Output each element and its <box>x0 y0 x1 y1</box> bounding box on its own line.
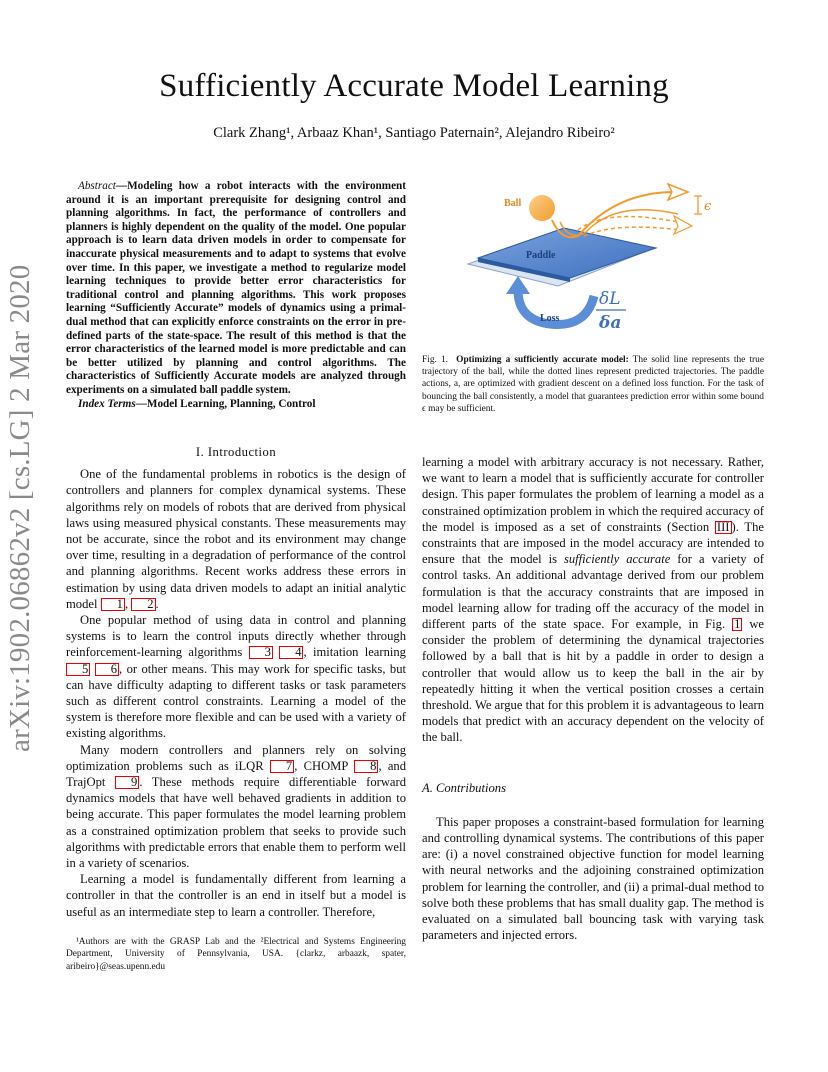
contributions-paragraph: This paper proposes a constraint-based formulation for learning and controlling dynamical systems. The contributions of this paper are: (i) a novel constrained objective function for model learning with neural networks and the adjoining constrained optimization problem for learning the controller, and (ii) a primal-dual method to solve both these problems that has small duality gap. The method is evaluated on a simulated ball bouncing task with varying task parameters and injected errors. <box>422 814 764 943</box>
section-heading: I. Introduction <box>195 445 277 459</box>
intro-paragraph-2: One popular method of using data in control and planning systems is to learn the control inputs directly whether through reinforcement-learning algorithms 3 4 , imitation learning 5 6 , or other means. This may work for specific tasks, but can have difficulty adapting to different tasks or task parameters such as different control constraints. Learning a model of the system is therefore more flexible and can be used with a variety of existing algorithms. <box>66 613 406 741</box>
caption-label: Fig. 1. <box>422 355 448 365</box>
gradient-denominator: δa <box>599 313 622 333</box>
abstract-text: —Modeling how a robot interacts with the environment around it is an important prerequisite for designing control and planning algorithms. In fact, the performance of controllers and planners is highly dependent on the quality of the model. One popular approach is to learn data driven models in order to compensate for inaccurate physical measurements and to adapt to systems that evolve over time. In this paper, we investigate a method to regularize model learning techniques to provide better error characteristics for traditional control and planning algorithms. This work proposes learning “Sufficiently Accurate” models of dynamics using a primal-dual method that can explicitly enforce constraints on the error in pre-defined parts of the state-space. The result of this method is that the error characteristics of the learned model is more predictable and can be better utilized by planning and control algorithms. The characteristics of Sufficiently Accurate models are analyzed through experiments on a simulated ball paddle system. <box>66 180 406 396</box>
citation-link[interactable]: 9 <box>115 776 139 789</box>
intro-paragraph-1: One of the fundamental problems in robotics is the design of controllers and planners for complex dynamical systems. These algorithms rely on models of robots that are derived from physical laws using measured physical constants. These measurements may not be accurate, since the robot and its environment may change over time, resulting in a degradation of performance of the control and planning algorithms. Recent works address these errors in estimation by using data driven models to adapt an initial analytic model 1 , 2 . <box>66 467 406 611</box>
abstract <box>66 180 406 411</box>
paddle-label: Paddle <box>526 250 556 261</box>
citation-link[interactable]: 7 <box>270 760 294 773</box>
citation-link[interactable]: 2 <box>131 598 155 611</box>
figure-1-diagram <box>466 178 726 338</box>
epsilon-label: ϵ <box>704 199 712 214</box>
figure-link[interactable]: 1 <box>734 617 741 632</box>
left-column <box>66 444 406 920</box>
gradient-numerator: δL <box>599 289 621 309</box>
citation-link[interactable]: 1 <box>101 598 125 611</box>
arxiv-watermark[interactable]: arXiv:1902.06862v2 [cs.LG] 2 Mar 2020 <box>4 264 36 752</box>
caption-text: The solid line represents the true trajectory of the ball, while the dotted lines represent predicted trajectories. The paddle actions, a, are optimized with gradient descent on a defined loss function. For the task of bouncing the ball consistently, a model that guarantees prediction error within some bound ϵ may be sufficient. <box>422 355 765 414</box>
right-paragraph-1: learning a model with arbitrary accuracy is not necessary. Rather, we want to learn a model that is sufficiently accurate for controller design. This paper formulates the problem of learning a model as a constrained optimization problem in which the required accuracy of the model is imposed as a set of constraints (Section III ). The constraints that are imposed in the model accuracy are intended to ensure that the model is sufficiently accurate for a variety of control tasks. An additional advantage derived from our problem formulation is that the accuracy constraints that are imposed in model learning allow for trading off the accuracy of the model in different parts of the state space. For example, in Fig. 1 we consider the problem of determining the dynamical trajectories followed by a ball that is hit by a paddle in order to design a controller that would allow us to keep the ball in the air by repeatedly hitting it when the vertical position crosses a certain threshold. We argue that for this problem it is advantageous to learn models that predict with an accuracy dependent on the velocity of the ball. <box>422 455 765 745</box>
intro-paragraph-3: Many modern controllers and planners rely on solving optimization problems such as iLQR 7 , CHOMP 8 , and TrajOpt 9 . These methods require differentiable forward dynamics models that have well behaved gradients in addition to being accurate. This paper formulates the model learning problem as a constrained optimization problem that seeks to provide such algorithms with predictable errors that enable them to perform well in a variety of scenarios. <box>66 742 407 871</box>
citation-link[interactable]: 3 <box>249 646 273 659</box>
ball <box>529 195 555 221</box>
abstract-label: Abstract <box>78 180 116 192</box>
citation-link[interactable]: 8 <box>354 760 378 773</box>
intro-paragraph-4: Learning a model is fundamentally different from learning a controller in that the controller is an end in itself but a model is useful as an intermediate step to learn a controller. Therefore, <box>66 872 406 919</box>
index-terms: —Model Learning, Planning, Control <box>135 397 316 410</box>
citation-link[interactable]: 6 <box>95 663 119 676</box>
section-link[interactable]: III <box>716 519 730 534</box>
caption-bold: Optimizing a sufficiently accurate model: <box>456 355 629 365</box>
author-list: Clark Zhang¹, Arbaaz Khan¹, Santiago Paternain², Alejandro Ribeiro² <box>213 125 615 141</box>
index-terms-label: Index Terms <box>78 397 136 410</box>
citation-link[interactable]: 4 <box>279 646 303 659</box>
loss-label: Loss <box>540 313 560 324</box>
footnote: ¹Authors are with the GRASP Lab and the ²Electrical and Systems Engineering Department, University of Pennsylvania, USA. {clarkz, arbaazk, spater, aribeiro}@seas.upenn.edu <box>66 937 406 972</box>
ball-label: Ball <box>504 198 522 209</box>
citation-link[interactable]: 5 <box>66 663 90 676</box>
error-bound-bracket <box>694 196 702 214</box>
right-column <box>422 454 764 943</box>
paper-title: Sufficiently Accurate Model Learning <box>159 68 669 104</box>
subsection-heading: A. Contributions <box>422 780 506 795</box>
figure-1-caption <box>422 354 764 415</box>
